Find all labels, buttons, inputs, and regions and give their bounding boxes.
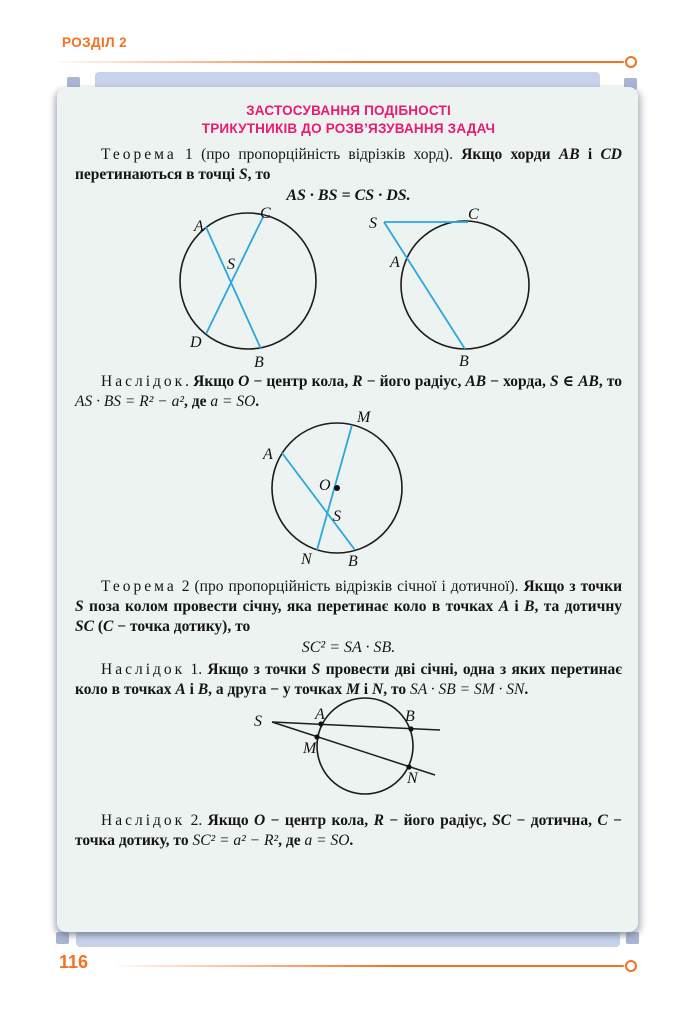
- chord-AB: [206, 227, 261, 349]
- figure3-container: [75, 402, 622, 577]
- point-label-N: N: [406, 770, 418, 788]
- point-label-A: A: [262, 446, 273, 464]
- center-point-O: [334, 485, 340, 491]
- point-label-A: A: [314, 706, 325, 724]
- corollary2-paragraph: Наслідок 2. Якщо O − центр кола, R − його радіус, SC − дотична, C − точка дотику, то SC² = a² − R², де a = SO.: [75, 812, 622, 850]
- corollary1-paragraph: Наслідок 1. Якщо з точки S провести дві січні, одна з яких перетинає коло в точках A і B, а друга − у точках M і N, то SA · SB = SM · SN.: [75, 661, 623, 699]
- point-label-S: S: [253, 713, 262, 731]
- chord-CD: [206, 215, 264, 334]
- figure-chords-with-center: [254, 402, 444, 577]
- circle: [317, 698, 413, 794]
- corollary-paragraph: Наслідок. Якщо O − центр кола, R − його радіус, AB − хорда, S ∈ AB, то AS · BS = R² − a², де a = SO.: [75, 373, 623, 411]
- header-rule: [58, 61, 624, 63]
- point-label-A: A: [194, 218, 204, 236]
- folder-rivet-bottom-right: [626, 932, 639, 944]
- header-ring-icon: [625, 56, 637, 68]
- point-N: [406, 764, 411, 769]
- point-label-D: D: [190, 334, 202, 352]
- theorem1-formula: AS · BS = CS · DS.: [286, 186, 411, 204]
- theorem2-formula: SC² = SA · SB.: [301, 639, 396, 657]
- figure-tangent-secant: [361, 202, 541, 372]
- point-label-B: B: [404, 708, 415, 726]
- point-label-M: M: [356, 409, 370, 427]
- point-B: [408, 726, 413, 731]
- point-label-C: C: [468, 206, 479, 224]
- point-label-B: B: [347, 553, 358, 571]
- secant-SAB: [272, 722, 440, 730]
- point-label-S: S: [332, 508, 341, 526]
- point-label-S: S: [369, 215, 377, 233]
- theorem2-paragraph: Теорема 2 (про пропорційність відрізків січної і дотичної). Якщо з точки S поза колом провести січну, яка перетинає коло в точках A і B, та дотичну SC (C − точка дотику), то: [75, 578, 623, 636]
- secant-SB: [384, 222, 465, 349]
- point-label-B: B: [459, 353, 469, 371]
- folder-rivet-bottom-left: [56, 932, 69, 944]
- chapter-label: РОЗДІЛ 2: [62, 35, 128, 50]
- point-label-O: O: [318, 477, 331, 495]
- section-title: [75, 102, 622, 138]
- point-label-S: S: [227, 256, 235, 274]
- point-label-A: A: [390, 254, 400, 272]
- circle: [401, 221, 529, 349]
- figure-two-secants: [239, 692, 459, 802]
- page-number: 116: [59, 952, 89, 972]
- footer-rule: [116, 965, 624, 967]
- section-title-line2: ТРИКУТНИКІВ ДО РОЗВ’ЯЗУВАННЯ ЗАДАЧ: [201, 120, 496, 136]
- figure4-container: [75, 692, 622, 802]
- section-title-line1: ЗАСТОСУВАННЯ ПОДІБНОСТІ: [246, 103, 451, 118]
- footer-ring-icon: [625, 960, 637, 972]
- point-label-C: C: [260, 205, 271, 223]
- point-label-B: B: [254, 354, 264, 372]
- figures-row: [75, 202, 622, 372]
- point-M: [314, 734, 319, 739]
- point-label-M: M: [302, 740, 316, 758]
- figure-intersecting-chords: [156, 202, 336, 372]
- theorem1-paragraph: Теорема 1 (про пропорційність відрізків хорд). Якщо хорди AB і CD перетинаються в точці S, то: [75, 145, 622, 183]
- content-card: [57, 87, 638, 932]
- point-label-N: N: [300, 551, 312, 569]
